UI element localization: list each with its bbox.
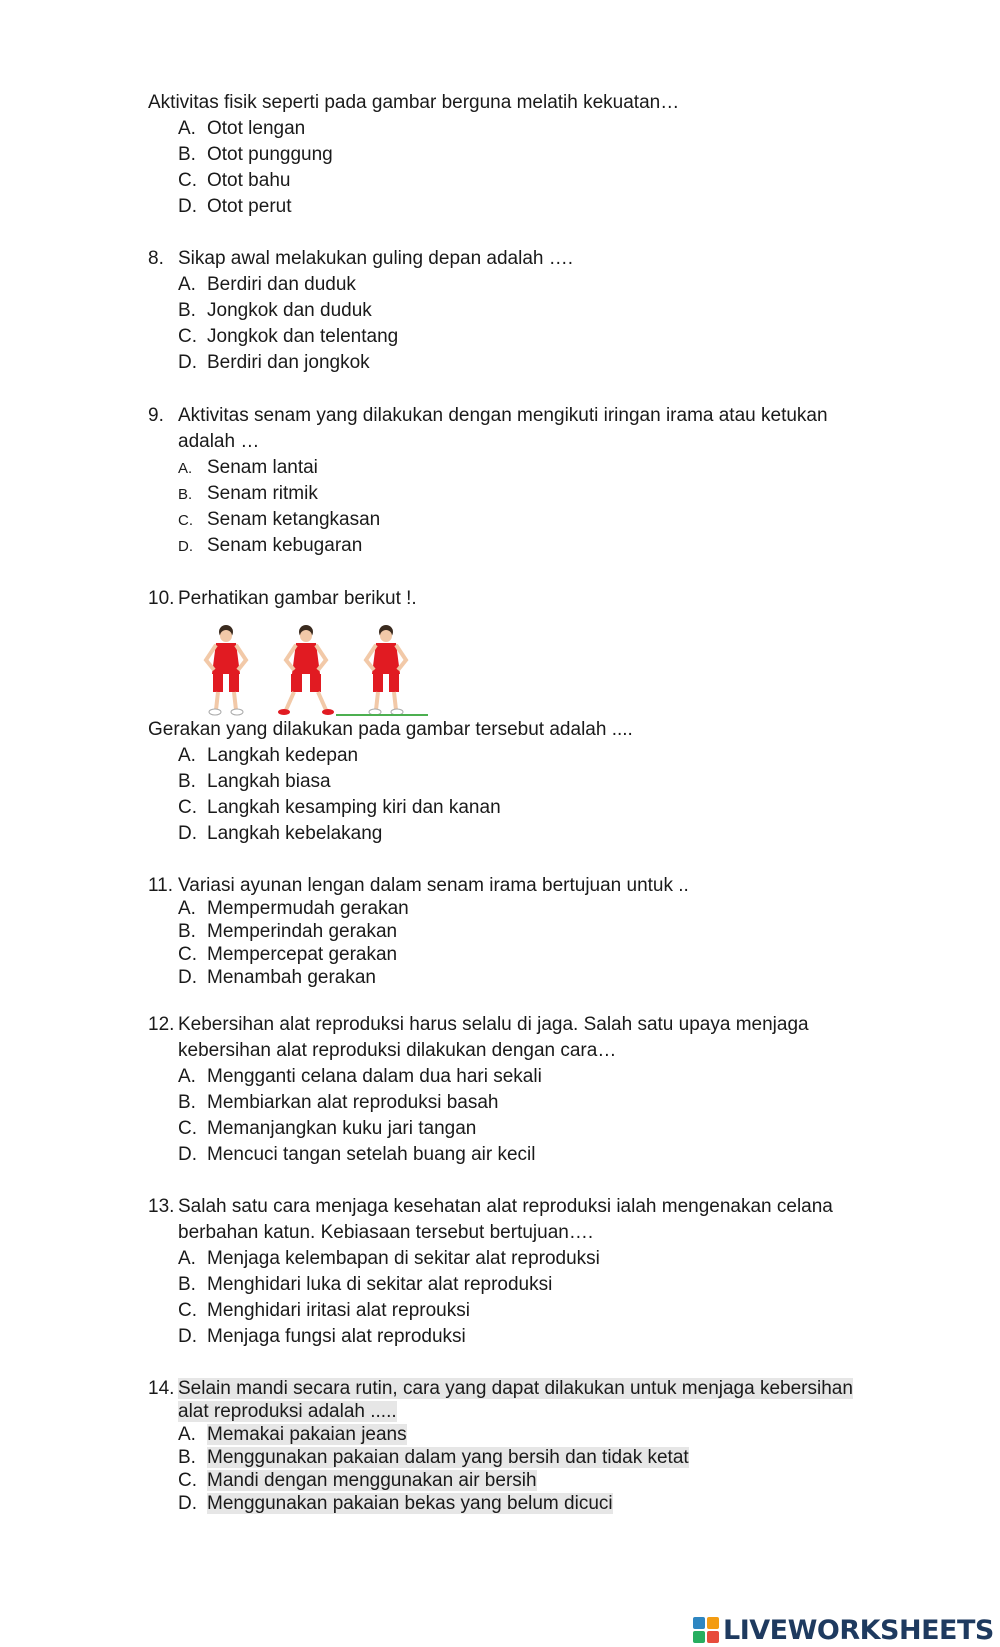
liveworksheets-logo-text: LIVEWORKSHEETS [723,1614,994,1646]
q9-option-b[interactable]: B. Senam ritmik [178,483,318,504]
q14-option-a[interactable]: A. Memakai pakaian jeans [178,1424,407,1445]
q13-stem: 13. Salah satu cara menjaga kesehatan alat reproduksi ialah mengenakan celana [148,1196,833,1217]
q11-option-c[interactable]: C. Mempercepat gerakan [178,944,398,965]
q12-option-b[interactable]: B. Membiarkan alat reproduksi basah [178,1092,499,1113]
q7-option-a[interactable]: A. Otot lengan [178,118,306,139]
q10-option-d[interactable]: D. Langkah kebelakang [178,823,383,844]
q7-option-d[interactable]: D. Otot perut [178,196,292,217]
liveworksheets-logo[interactable] [693,1613,994,1647]
q8-stem: 8. Sikap awal melakukan guling depan adalah …. [148,248,574,269]
q14-option-d[interactable]: D. Menggunakan pakaian bekas yang belum dicuci [178,1493,613,1514]
q14-stem: 14. Selain mandi secara rutin, cara yang dapat dilakukan untuk menjaga kebersihan [148,1378,853,1399]
q14-option-c[interactable]: C. Mandi dengan menggunakan air bersih [178,1470,537,1491]
q10-option-c[interactable]: C. Langkah kesamping kiri dan kanan [178,797,501,818]
q9-option-d[interactable]: D. Senam kebugaran [178,535,363,556]
q12-option-d[interactable]: D. Mencuci tangan setelah buang air kecil [178,1144,536,1165]
q11-option-b[interactable]: B. Memperindah gerakan [178,921,398,942]
q13-option-a[interactable]: A. Menjaga kelembapan di sekitar alat reproduksi [178,1248,600,1269]
q14-option-b[interactable]: B. Menggunakan pakaian dalam yang bersih dan tidak ketat [178,1447,689,1468]
q13-option-b[interactable]: B. Menghidari luka di sekitar alat reproduksi [178,1274,553,1295]
q12-stem: 12. Kebersihan alat reproduksi harus selalu di jaga. Salah satu upaya menjaga [148,1014,809,1035]
q8-option-c[interactable]: C. Jongkok dan telentang [178,326,399,347]
liveworksheets-logo-icon [693,1617,719,1643]
q8-option-b[interactable]: B. Jongkok dan duduk [178,300,372,321]
q9-option-c[interactable]: C. Senam ketangkasan [178,509,381,530]
q8-option-d[interactable]: D. Berdiri dan jongkok [178,352,370,373]
gymnast-figure-2 [278,625,334,715]
q9-stem: 9. Aktivitas senam yang dilakukan dengan mengikuti iringan irama atau ketukan [148,405,828,426]
gymnast-figure-3 [366,625,406,715]
q11-stem: 11. Variasi ayunan lengan dalam senam irama bertujuan untuk .. [148,875,689,896]
q9-stem-cont: adalah … [178,431,260,452]
q8-option-a[interactable]: A. Berdiri dan duduk [178,274,356,295]
q14-stem-cont: alat reproduksi adalah ..... [178,1401,397,1422]
q11-option-d[interactable]: D. Menambah gerakan [178,967,376,988]
q10-stem: 10. Perhatikan gambar berikut !. [148,588,417,609]
q13-option-d[interactable]: D. Menjaga fungsi alat reproduksi [178,1326,466,1347]
q7-option-b[interactable]: B. Otot punggung [178,144,333,165]
q7-stem: Aktivitas fisik seperti pada gambar berguna melatih kekuatan… [148,92,680,113]
q10-option-a[interactable]: A. Langkah kedepan [178,745,359,766]
q7-option-c[interactable]: C. Otot bahu [178,170,291,191]
q13-stem-cont: berbahan katun. Kebiasaan tersebut bertujuan…. [178,1222,594,1243]
gymnast-figure-1 [206,625,246,715]
q12-option-a[interactable]: A. Mengganti celana dalam dua hari sekali [178,1066,542,1087]
q12-option-c[interactable]: C. Memanjangkan kuku jari tangan [178,1118,477,1139]
q13-option-c[interactable]: C. Menghidari iritasi alat reprouksi [178,1300,470,1321]
gymnast-figures-image [186,618,428,718]
q10-option-b[interactable]: B. Langkah biasa [178,771,331,792]
q10-caption: Gerakan yang dilakukan pada gambar tersebut adalah .... [148,719,633,740]
q12-stem-cont: kebersihan alat reproduksi dilakukan dengan cara… [178,1040,617,1061]
q9-option-a[interactable]: A. Senam lantai [178,457,318,478]
q11-option-a[interactable]: A. Mempermudah gerakan [178,898,409,919]
